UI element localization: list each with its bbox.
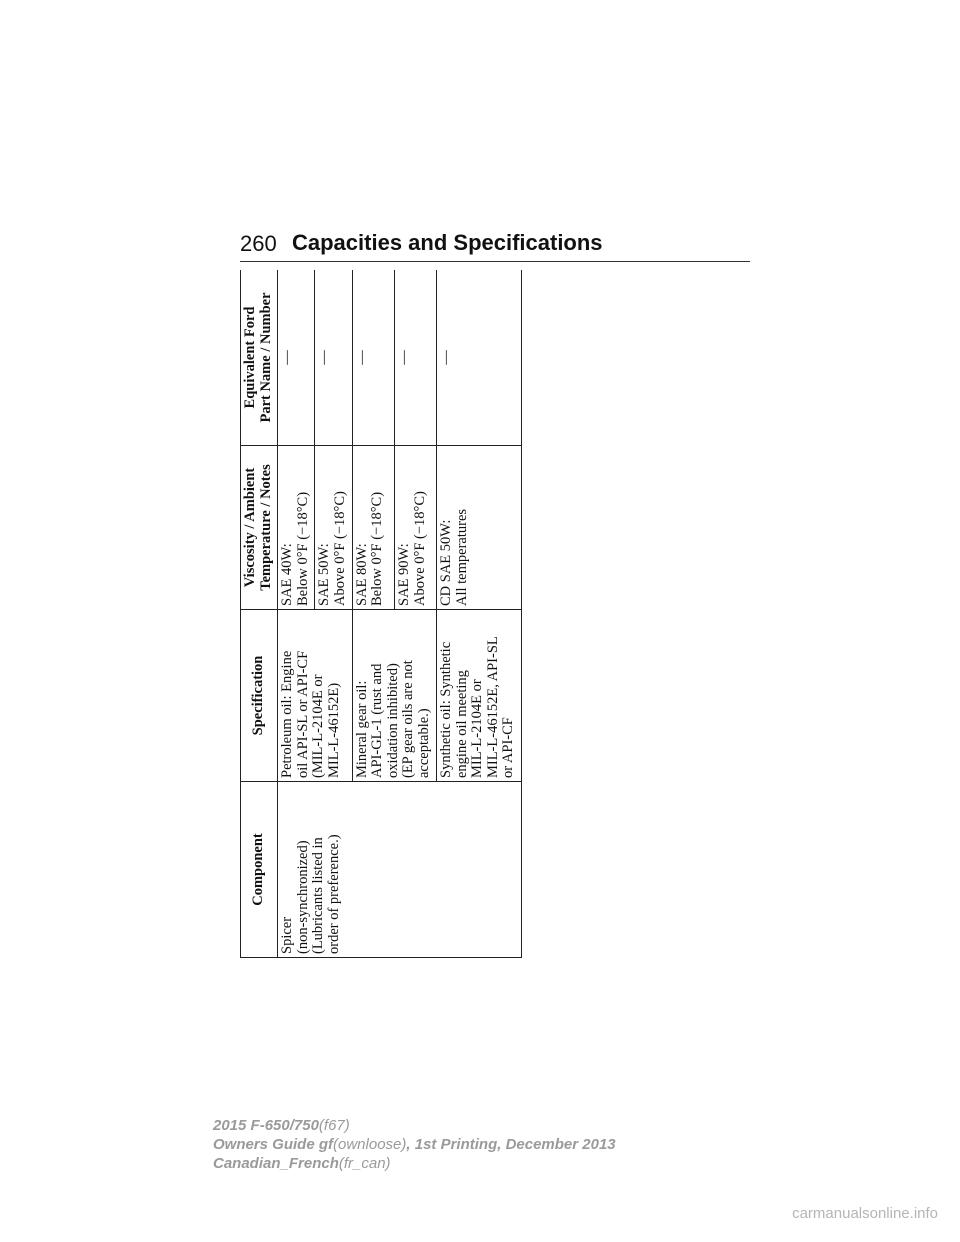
component-cell bbox=[278, 782, 522, 958]
spec-line: (MIL-L-2104E or bbox=[310, 674, 326, 778]
ford-part-dash: — bbox=[352, 270, 394, 446]
page-header bbox=[240, 228, 750, 262]
visc-cd-sae50 bbox=[437, 446, 522, 610]
visc-line: SAE 90W: bbox=[396, 543, 413, 606]
col-header-viscosity-l2: Temperature / Notes bbox=[257, 464, 274, 591]
visc-line: Above 0°F (−18°C) bbox=[331, 491, 348, 606]
col-header-ford-part bbox=[241, 270, 278, 446]
spec-line: or API-CF bbox=[500, 717, 517, 778]
spec-table bbox=[240, 270, 522, 958]
spec-line: oil API-SL or API-CF bbox=[294, 650, 311, 778]
col-header-viscosity-l1: Viscosity / Ambient bbox=[242, 467, 258, 588]
watermark: carmanualsonline.info bbox=[792, 1205, 938, 1222]
spec-line: API-GL-1 (rust and bbox=[369, 663, 386, 778]
col-header-ford-l1: Equivalent Ford bbox=[242, 306, 258, 409]
col-header-component: Component bbox=[241, 782, 278, 958]
spec-line: Synthetic oil: Synthetic bbox=[438, 641, 455, 778]
visc-sae50 bbox=[315, 446, 352, 610]
visc-sae80 bbox=[352, 446, 394, 610]
visc-sae90 bbox=[395, 446, 437, 610]
spec-line: acceptable.) bbox=[415, 708, 432, 778]
ford-part-dash: — bbox=[395, 270, 437, 446]
spec-line: engine oil meeting bbox=[453, 670, 470, 778]
col-header-viscosity bbox=[241, 446, 278, 610]
col-header-specification: Specification bbox=[241, 610, 278, 782]
spec-synthetic bbox=[437, 610, 522, 782]
footer-line-2 bbox=[213, 1135, 616, 1154]
ford-part-dash: — bbox=[278, 270, 315, 446]
spec-line: MIL-L-46152E) bbox=[325, 682, 342, 778]
spec-line: Petroleum oil: Engine bbox=[279, 650, 295, 778]
spec-line: MIL-L-46152E, API-SL bbox=[484, 636, 501, 778]
spec-line: Mineral gear oil: bbox=[353, 680, 370, 778]
visc-line: CD SAE 50W: bbox=[438, 519, 455, 606]
visc-line: Below 0°F (−18°C) bbox=[369, 491, 386, 606]
footer-line-3 bbox=[213, 1154, 616, 1173]
spec-line: MIL-L-2104E or bbox=[469, 679, 486, 778]
spec-petroleum bbox=[278, 610, 353, 782]
visc-line: SAE 80W: bbox=[353, 543, 370, 606]
page-number: 260 bbox=[240, 231, 277, 256]
spec-line: (EP gear oils are not bbox=[400, 660, 417, 778]
footer-locale: (fr_can) bbox=[338, 1155, 391, 1172]
footer-code: (f67) bbox=[318, 1117, 350, 1134]
visc-sae40 bbox=[278, 446, 315, 610]
component-line: order of preference.) bbox=[325, 834, 342, 954]
component-line: (non-synchronized) bbox=[294, 840, 311, 954]
spec-line: oxidation inhibited) bbox=[384, 663, 401, 778]
footer-guide: Owners Guide gf bbox=[213, 1136, 334, 1153]
header-rule bbox=[240, 261, 750, 262]
visc-line: Below 0°F (−18°C) bbox=[294, 491, 311, 606]
ford-part-dash: — bbox=[437, 270, 522, 446]
component-line: (Lubricants listed in bbox=[310, 837, 326, 954]
footer-binding: (ownloose) bbox=[333, 1136, 407, 1153]
footer-line-1 bbox=[213, 1116, 616, 1135]
footer-language: Canadian_French bbox=[213, 1155, 339, 1172]
section-title: Capacities and Specifications bbox=[292, 230, 603, 255]
visc-line: All temperatures bbox=[453, 508, 470, 606]
footer-printing: , 1st Printing, December 2013 bbox=[406, 1136, 616, 1153]
ford-part-dash: — bbox=[315, 270, 352, 446]
footer-model: 2015 F-650/750 bbox=[213, 1117, 319, 1134]
lubricant-spec-table bbox=[240, 270, 522, 958]
visc-line: SAE 40W: bbox=[279, 543, 295, 606]
visc-line: SAE 50W: bbox=[316, 543, 333, 606]
component-line: Spicer bbox=[279, 916, 295, 954]
spec-mineral bbox=[352, 610, 437, 782]
print-footer bbox=[213, 1116, 616, 1173]
visc-line: Above 0°F (−18°C) bbox=[411, 491, 428, 606]
col-header-ford-l2: Part Name / Number bbox=[257, 292, 274, 423]
